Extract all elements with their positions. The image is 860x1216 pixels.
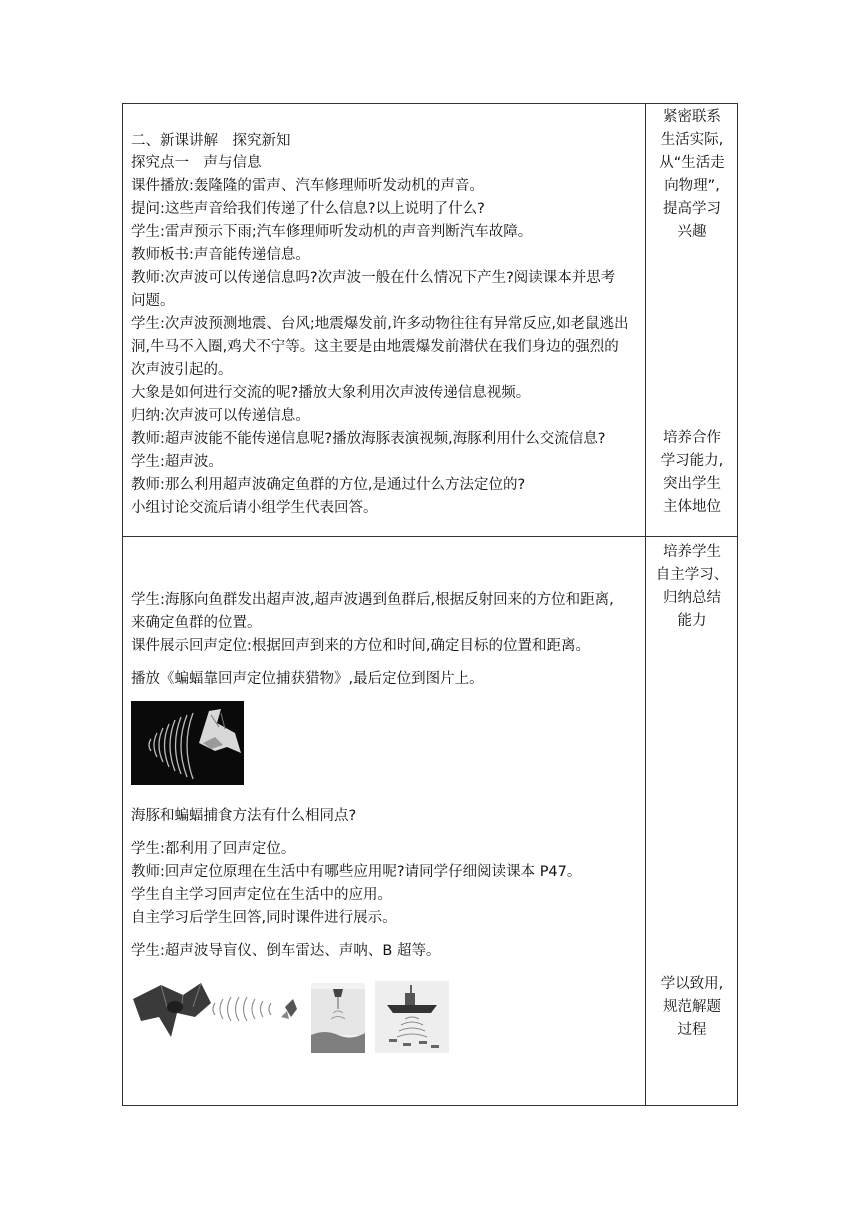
text-line: 海豚和蝙蝠捕食方法有什么相同点? [131, 808, 357, 824]
text-line: 归纳:次声波可以传递信息。 [131, 408, 310, 424]
text-line: 提问:这些声音给我们传递了什么信息?以上说明了什么? [131, 201, 485, 217]
note-line: 能力 [677, 613, 707, 629]
note-cell [646, 537, 738, 1105]
text-line: 大象是如何进行交流的呢?播放大象利用次声波传递信息视频。 [131, 385, 531, 401]
text-line: 学生:海豚向鱼群发出超声波,超声波遇到鱼群后,根据反射回来的方位和距离, [131, 592, 614, 608]
note-line: 主体地位 [663, 499, 721, 515]
note-line: 过程 [677, 1022, 707, 1038]
text-line: 学生:次声波预测地震、台风;地震爆发前,许多动物往往有异常反应,如老鼠逃出 [131, 316, 629, 332]
note-line: 紧密联系 [663, 109, 721, 125]
ship-sonar-image [375, 981, 449, 1053]
note-line: 兴趣 [677, 224, 707, 240]
main-content-cell [123, 104, 646, 536]
note-line: 培养学生 [663, 544, 721, 560]
text-line: 教师:超声波能不能传递信息呢?播放海豚表演视频,海豚利用什么交流信息? [131, 431, 606, 447]
note-line: 从“生活走 [659, 155, 725, 171]
text-line: 自主学习后学生回答,同时课件进行展示。 [131, 910, 397, 926]
note-line: 向物理”, [664, 178, 720, 194]
text-line: 教师:回声定位原理在生活中有哪些应用呢?请同学仔细阅读课本 P47。 [131, 864, 582, 880]
table-row [123, 104, 737, 537]
text-line: 课件展示回声定位:根据回声到来的方位和时间,确定目标的位置和距离。 [131, 638, 590, 654]
main-content-cell [123, 537, 646, 1105]
text-line: 学生自主学习回声定位在生活中的应用。 [131, 887, 392, 903]
subsection-heading: 探究点一 声与信息 [131, 155, 262, 171]
teaching-note [646, 541, 738, 633]
note-cell [646, 104, 738, 536]
text-line: 教师板书:声音能传递信息。 [131, 247, 310, 263]
text-line: 课件播放:轰隆隆的雷声、汽车修理师听发动机的声音。 [131, 178, 484, 194]
text-line: 学生:超声波。 [131, 454, 223, 470]
teaching-note [646, 427, 738, 519]
text-line: 学生:超声波导盲仪、倒车雷达、声呐、B 超等。 [131, 943, 441, 959]
text-line: 学生:雷声预示下雨;汽车修理师听发动机的声音判断汽车故障。 [131, 224, 533, 240]
teaching-note [646, 973, 738, 1042]
note-line: 规范解题 [663, 999, 721, 1015]
text-line: 问题。 [131, 293, 175, 309]
text-line: 教师:次声波可以传递信息吗?次声波一般在什么情况下产生?阅读课本并思考 [131, 270, 616, 286]
text-line: 教师:那么利用超声波确定鱼群的方位,是通过什么方法定位的? [131, 477, 526, 493]
text-line: 学生:都利用了回声定位。 [131, 841, 296, 857]
section-heading: 二、新课讲解 探究新知 [131, 133, 291, 149]
note-line: 提高学习 [663, 201, 721, 217]
note-line: 归纳总结 [663, 590, 721, 606]
text-line: 小组讨论交流后请小组学生代表回答。 [131, 500, 378, 516]
note-line: 突出学生 [663, 476, 721, 492]
text-line: 次声波引起的。 [131, 362, 233, 378]
bat-echolocation-image [131, 701, 244, 785]
text-line: 播放《蝙蝠靠回声定位捕获猎物》,最后定位到图片上。 [131, 671, 484, 687]
bat-hunting-moth-image [131, 977, 303, 1057]
lesson-table [122, 103, 738, 1106]
sonar-seafloor-image [311, 983, 365, 1053]
note-line: 学以致用, [660, 976, 724, 992]
note-line: 生活实际, [660, 132, 724, 148]
note-line: 培养合作 [663, 430, 721, 446]
text-line: 洞,牛马不入圈,鸡犬不宁等。这主要是由地震爆发前潜伏在我们身边的强烈的 [131, 339, 619, 355]
note-line: 自主学习、 [655, 567, 729, 583]
text-line: 来确定鱼群的位置。 [131, 615, 262, 631]
note-line: 学习能力, [660, 453, 724, 469]
teaching-note [646, 106, 738, 244]
table-row [123, 537, 737, 1105]
